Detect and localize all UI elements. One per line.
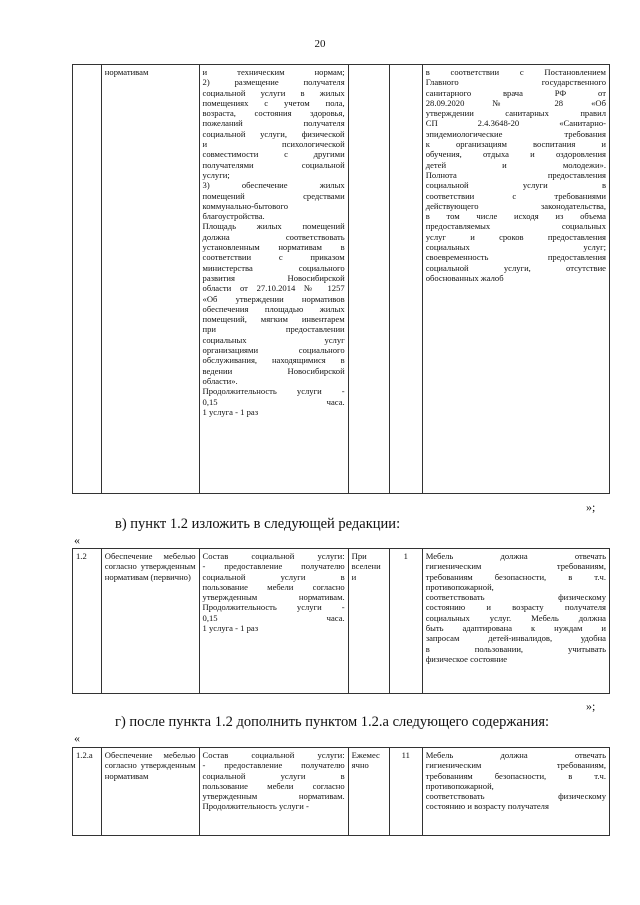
services-table-item-1-2: [72, 548, 610, 694]
cell-service-name: нормативам: [101, 65, 199, 494]
text-line: должна соответствовать: [202, 231, 345, 242]
text-line: СП 2.4.3648-20 «Санитарно-: [425, 118, 606, 129]
text-line: социальной услуги, отсутствие: [425, 262, 606, 273]
text-line: требованиям безопасности, в т.ч.: [425, 571, 606, 582]
text-line: 3) обеспечение жилых: [202, 180, 345, 191]
cell-period: При вселени и: [348, 549, 389, 694]
text-line: пожеланий получателя: [202, 118, 345, 129]
cell-number: [73, 65, 102, 494]
text-line: 0,15 часа.: [202, 612, 345, 623]
text-line: Продолжительность услуги -: [202, 801, 309, 812]
text-line: утвержденным нормативам.: [202, 791, 345, 802]
cell-service-content: [199, 65, 348, 494]
text-line: состоянию и возрасту получателя: [425, 602, 606, 613]
text-line: Площадь жилых помещений: [202, 221, 345, 232]
text-line: коммунально-бытового: [202, 200, 289, 211]
text-line: 1 услуга - 1 раз: [202, 406, 259, 417]
text-line: в соответствии с Постановлением: [425, 67, 606, 77]
text-line: получателями социальной: [202, 159, 345, 170]
text-line: социальной услуги в жилых: [202, 87, 345, 98]
text-line: Мебель должна отвечать: [425, 551, 606, 561]
text-line: помещениях с учетом пола,: [202, 97, 345, 108]
requirements-lines: [426, 750, 606, 812]
text-line: соответствовать физическому: [425, 592, 606, 603]
amendment-heading-g: г) после пункта 1.2 дополнить пунктом 1.2.а следующего содержания:: [115, 714, 550, 730]
cell-quantity: [389, 65, 422, 494]
text-line: предоставляемых социальных: [425, 221, 606, 232]
text-line: пользование мебели согласно: [202, 581, 345, 592]
text-line: - предоставление получателю: [202, 760, 345, 771]
table-row: [73, 65, 610, 494]
text-line: Полнота предоставления: [425, 169, 606, 180]
text-line: обеспечения площадью жилых: [202, 303, 345, 314]
text-line: при предоставлении: [202, 324, 345, 335]
text-line: услуги;: [202, 169, 230, 180]
cell-number: 1.2.а: [73, 748, 102, 836]
closing-quote: »;: [586, 699, 596, 713]
text-line: социальных услуг: [202, 334, 345, 345]
text-line: гигиеническим требованиям,: [425, 561, 606, 572]
text-line: в том числе исходя из объема: [425, 211, 606, 222]
service-content-lines: [203, 67, 345, 417]
text-line: возраста, состояния здоровья,: [202, 108, 345, 119]
text-line: области».: [202, 375, 238, 386]
text-line: социальной услуги в: [425, 180, 606, 191]
cell-quantity: 1: [389, 549, 422, 694]
text-line: услуг и сроков предоставления: [425, 231, 606, 242]
text-line: физическое состояние: [425, 653, 508, 664]
text-line: социальной услуги в: [202, 571, 345, 582]
text-line: совместимости с другими: [202, 149, 345, 160]
cell-service-content: [199, 549, 348, 694]
text-line: Состав социальной услуги:: [202, 551, 345, 561]
cell-service-name: Обеспечение мебелью согласно утвержденным нормативам: [101, 748, 199, 836]
text-line: соответствовать физическому: [425, 791, 606, 802]
cell-service-content: [199, 748, 348, 836]
text-line: соответствии с требованиями: [425, 190, 606, 201]
requirements-lines: [426, 67, 606, 283]
cell-period: [348, 65, 389, 494]
text-line: установленным нормативам в: [202, 242, 345, 253]
text-line: утвержденным нормативам.: [202, 592, 345, 603]
text-line: области от 27.10.2014 № 1257: [202, 283, 345, 294]
text-line: Продолжительность услуги -: [202, 602, 345, 613]
text-line: Состав социальной услуги:: [202, 750, 345, 760]
service-content-lines: [203, 750, 345, 812]
text-line: 28.09.2020 № 28 «Об: [425, 97, 606, 108]
cell-requirements: [422, 65, 609, 494]
text-line: состоянию и возрасту получателя: [425, 801, 549, 812]
text-line: действующего законодательства,: [425, 200, 606, 211]
cell-service-name: Обеспечение мебелью согласно утвержденным нормативам (первично): [101, 549, 199, 694]
text-line: обоснованных жалоб: [425, 272, 504, 283]
text-line: Главного государственного: [425, 77, 606, 88]
text-line: гигиеническим требованиям,: [425, 760, 606, 771]
text-line: социальных услуг;: [425, 242, 606, 253]
text-line: запросам детей-инвалидов, удобна: [425, 633, 606, 644]
text-line: соответствии с приказом: [202, 252, 345, 263]
text-line: Продолжительность услуги -: [202, 386, 345, 397]
text-line: санитарного врача РФ от: [425, 87, 606, 98]
text-line: и техническим нормам;: [202, 67, 345, 77]
text-line: обслуживания, находящимися в: [202, 355, 345, 366]
cell-quantity: 11: [389, 748, 422, 836]
text-line: помещений, мягким инвентарем: [202, 314, 345, 325]
service-content-lines: [203, 551, 345, 633]
text-line: быть адаптирована к нуждам и: [425, 623, 606, 634]
text-line: «Об утверждении нормативов: [202, 293, 345, 304]
cell-requirements: [422, 549, 609, 694]
text-line: социальных услуг. Мебель должна: [425, 612, 606, 623]
table-row: [73, 748, 610, 836]
text-line: социальной услуги, физической: [202, 128, 345, 139]
requirements-lines: [426, 551, 606, 664]
text-line: ведении Новосибирской: [202, 365, 345, 376]
text-line: обучения, отдыха и оздоровления: [425, 149, 606, 160]
text-line: детей и молодежи».: [425, 159, 606, 170]
text-line: 2) размещение получателя: [202, 77, 345, 88]
services-table-item-1-2a: [72, 747, 610, 836]
amendment-heading-b: в) пункт 1.2 изложить в следующей редакции:: [115, 516, 401, 532]
text-line: 0,15 часа.: [202, 396, 345, 407]
text-line: министерства социального: [202, 262, 345, 273]
text-line: Мебель должна отвечать: [425, 750, 606, 760]
opening-quote: «: [74, 731, 80, 745]
text-line: противопожарной,: [425, 581, 494, 592]
text-line: и психологической: [202, 139, 345, 150]
text-line: социальной услуги в: [202, 770, 345, 781]
text-line: утверждении санитарных правил: [425, 108, 606, 119]
cell-requirements: [422, 748, 609, 836]
services-table-continued: [72, 64, 610, 494]
text-line: - предоставление получателю: [202, 561, 345, 572]
opening-quote: «: [74, 533, 80, 547]
text-line: пользование мебели согласно: [202, 780, 345, 791]
text-line: организациями социального: [202, 345, 345, 356]
text-line: своевременность предоставления: [425, 252, 606, 263]
table-row: [73, 549, 610, 694]
text-line: эпидемиологические требования: [425, 128, 606, 139]
text-line: развития Новосибирской: [202, 272, 345, 283]
cell-period: Ежемес ячно: [348, 748, 389, 836]
text-line: требованиям безопасности, в т.ч.: [425, 770, 606, 781]
cell-number: 1.2: [73, 549, 102, 694]
text-line: помещений средствами: [202, 190, 345, 201]
text-line: противопожарной,: [425, 780, 494, 791]
text-line: в пользовании, учитывать: [425, 643, 606, 654]
text-line: к организациям воспитания и: [425, 139, 606, 150]
page-number: 20: [314, 38, 326, 50]
closing-quote: »;: [586, 500, 596, 514]
text-line: 1 услуга - 1 раз: [202, 623, 259, 634]
text-line: благоустройства.: [202, 211, 265, 222]
